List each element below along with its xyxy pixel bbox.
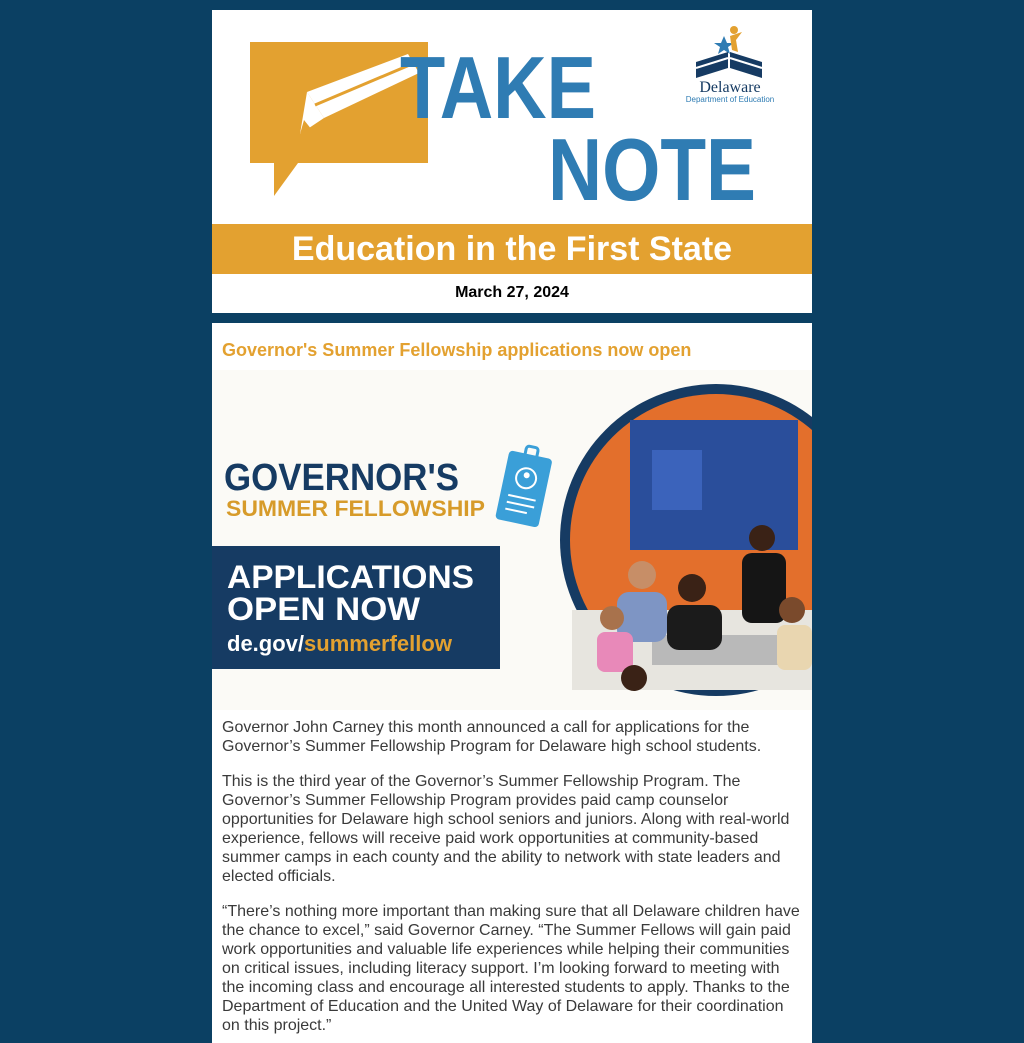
person-icon xyxy=(730,26,738,34)
article-paragraph: Governor John Carney this month announced a call for applications for the Governor’s Summer Fellowship Program for Delaware high school students. xyxy=(222,719,762,755)
article-title[interactable]: Governor's Summer Fellowship applications now open xyxy=(222,340,692,360)
tagline-bar: Education in the First State xyxy=(212,224,812,274)
article-card xyxy=(212,323,812,1043)
cta-line-1: APPLICATIONS xyxy=(227,559,474,595)
logo-word-take: TAKE xyxy=(400,38,596,137)
cta-url[interactable] xyxy=(227,631,453,656)
issue-date: March 27, 2024 xyxy=(455,284,569,301)
newsletter-header xyxy=(212,10,812,313)
open-book-icon xyxy=(696,52,728,78)
delaware-doe-emblem xyxy=(686,26,775,104)
partner-subtitle: Department of Education xyxy=(685,95,775,104)
article-paragraph: This is the third year of the Governor’s Summer Fellowship Program. The Governor’s Summer Fellowship Program provides paid camp counselor opportunities for Delaware high school seniors and juniors. Along with real-world experience, fellows will receive paid work opportunities at community-based summer camps in each county and the ability to network with state leaders and elected officials. xyxy=(222,773,790,885)
logo-word-note: NOTE xyxy=(548,120,756,219)
cta-url-suffix: summerfellow xyxy=(304,631,452,656)
banner-line-2: SUMMER FELLOWSHIP xyxy=(226,496,485,521)
partner-name: Delaware xyxy=(699,79,761,96)
article-paragraph: “There’s nothing more important than making sure that all Delaware children have the chance to excel,” said Governor Carney. “The Summer Fellows will gain paid work opportunities and valuable life experiences while helping their communities on critical issues, including literacy support. I’m looking forward to meeting with the incoming class and encourage all interested students to apply. Thanks to the Department of Education and the United Way of Delaware for their coordination on this project.” xyxy=(222,903,800,1034)
cta-url-prefix: de.gov/ xyxy=(227,631,305,656)
cta-line-2: OPEN NOW xyxy=(227,591,421,627)
banner-line-1: GOVERNOR'S xyxy=(224,457,459,499)
take-note-logo xyxy=(212,10,812,224)
fellowship-banner-image[interactable] xyxy=(212,370,812,710)
article-body xyxy=(222,718,804,1043)
